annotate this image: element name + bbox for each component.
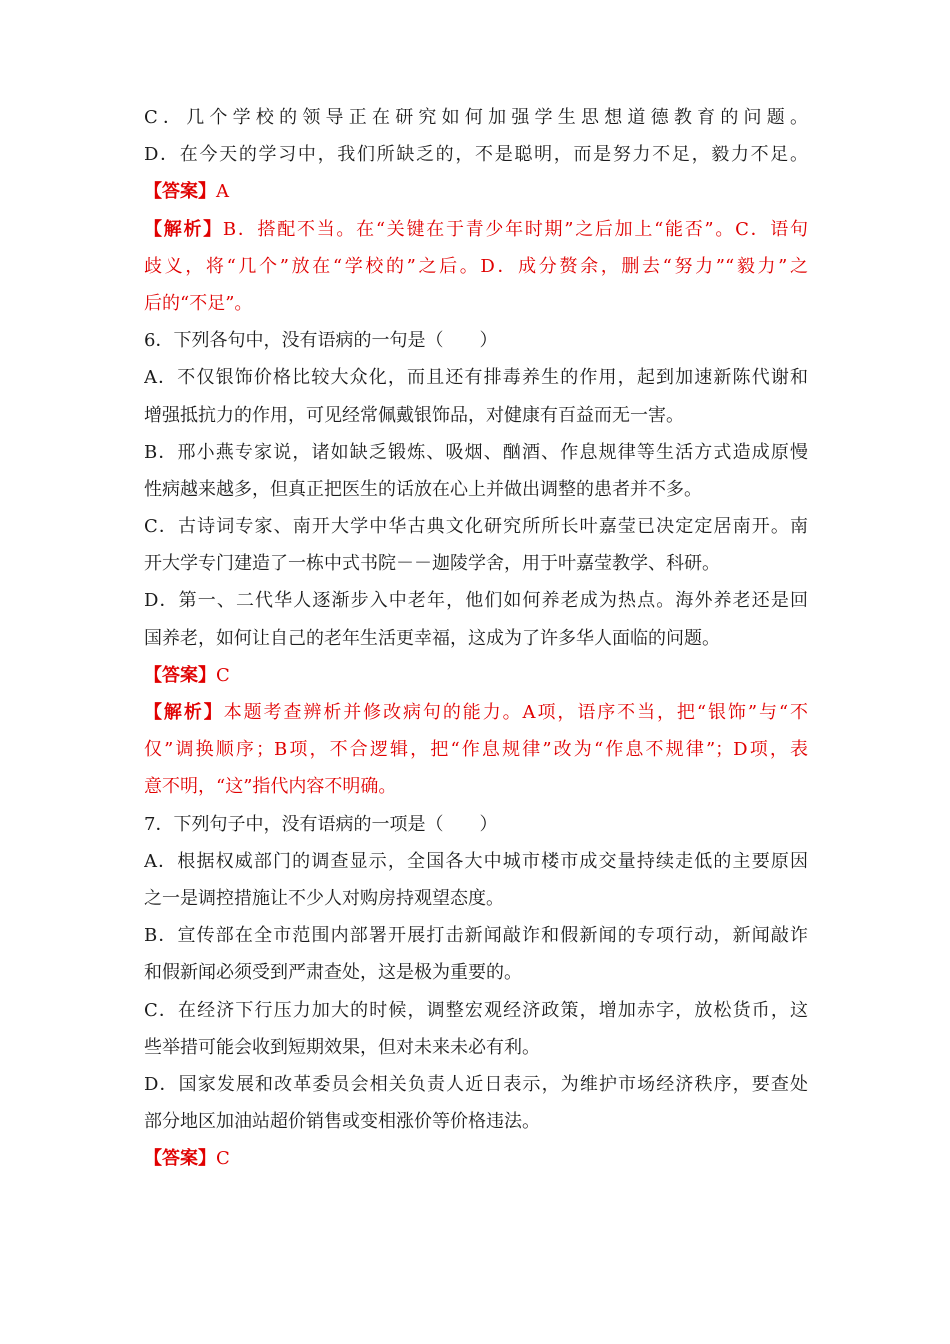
q7-option-d: 部分地区加油站超价销售或变相涨价等价格违法。 [144,1111,540,1133]
document-body [144,99,808,1177]
q6-option-c: C．古诗词专家、南开大学中华古典文化研究所所长叶嘉莹已决定定居南开。南 [144,516,808,538]
q5-analysis-line: 歧义，将“几个”放在“学校的”之后。D．成分赘余，删去“努力”“毅力”之 [144,255,808,277]
answer-tag: 【答案】 [144,181,216,203]
q7-option-c: 些举措可能会收到短期效果，但对未来未必有利。 [144,1036,540,1058]
q7-option-b: 和假新闻必须受到严肃查处，这是极为重要的。 [144,962,522,984]
answer-value: C [216,1148,230,1170]
q7-stem: 7．下列句子中，没有语病的一项是（ ） [144,813,498,835]
analysis-tag: 【解析】 [144,218,223,240]
q5-option-c: C．几个学校的领导正在研究如何加强学生思想道德教育的问题。 [144,107,808,128]
analysis-text: 本题考查辨析并修改病句的能力。A项，语序不当，把“银饰”与“不 [223,702,808,723]
analysis-text: B．搭配不当。在“关键在于青少年时期”之后加上“能否”。C．语句 [222,218,808,240]
q6-analysis-line: 仅”调换顺序；B项，不合逻辑，把“作息规律”改为“作息不规律”；D项，表 [144,739,808,761]
q6-option-d: 国养老，如何让自己的老年生活更幸福，这成为了许多华人面临的问题。 [144,627,720,649]
q6-analysis-line: 意不明，“这”指代内容不明确。 [144,776,397,798]
q7-option-b: B．宣传部在全市范围内部署开展打击新闻敲诈和假新闻的专项行动，新闻敲诈 [144,925,808,947]
q6-option-d: D．第一、二代华人逐渐步入中老年，他们如何养老成为热点。海外养老还是回 [144,590,808,612]
q6-option-a: 增强抵抗力的作用，可见经常佩戴银饰品，对健康有百益而无一害。 [144,404,684,426]
q5-analysis-line [144,211,808,248]
q7-option-d: D．国家发展和改革委员会相关负责人近日表示，为维护市场经济秩序，要查处 [144,1073,808,1095]
answer-value: C [216,664,230,686]
q6-option-c: 开大学专门建造了一栋中式书院－－迦陵学舍，用于叶嘉莹教学、科研。 [144,553,720,575]
answer-value: A [216,181,229,203]
q7-option-a: A．根据权威部门的调查显示，全国各大中城市楼市成交量持续走低的主要原因 [144,850,808,872]
q5-option-d: D．在今天的学习中，我们所缺乏的，不是聪明，而是努力不足，毅力不足。 [144,144,808,166]
answer-tag: 【答案】 [144,664,216,686]
q6-option-a: A．不仅银饰价格比较大众化，而且还有排毒养生的作用，起到加速新陈代谢和 [144,367,808,389]
analysis-tag: 【解析】 [144,702,224,723]
q6-analysis-line [144,694,808,731]
q6-option-b: B．邢小燕专家说，诸如缺乏锻炼、吸烟、酗酒、作息规律等生活方式造成原慢 [144,441,808,463]
answer-tag: 【答案】 [144,1148,216,1170]
q7-answer [144,1140,808,1177]
q6-stem: 6．下列各句中，没有语病的一句是（ ） [144,330,498,352]
q5-analysis-line: 后的“不足”。 [144,292,253,314]
q7-option-c: C．在经济下行压力加大的时候，调整宏观经济政策，增加赤字，放松货币，这 [144,999,808,1021]
q5-answer [144,173,808,210]
q6-option-b: 性病越来越多，但真正把医生的话放在心上并做出调整的患者并不多。 [144,478,702,500]
q7-option-a: 之一是调控措施让不少人对购房持观望态度。 [144,887,504,909]
q6-answer [144,657,808,694]
